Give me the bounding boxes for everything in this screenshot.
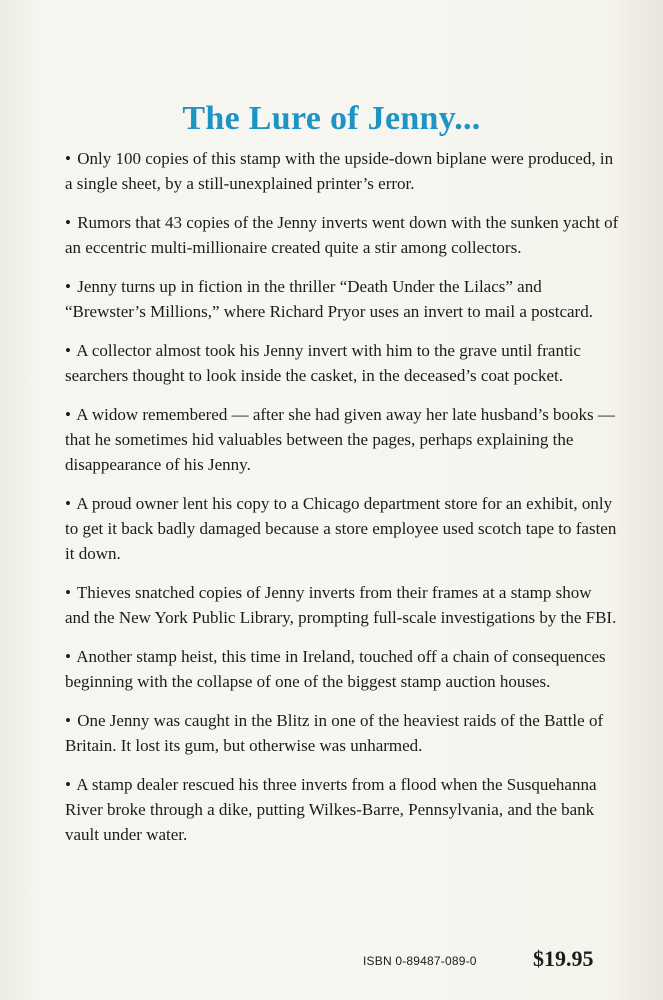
bullet-item <box>65 402 620 477</box>
bullet-item <box>65 338 620 388</box>
bullet-text: Another stamp heist, this time in Ireland, touched off a chain of consequences beginning with the collapse of one of the biggest stamp auction houses. <box>65 647 606 691</box>
bullet-text: Jenny turns up in fiction in the thriller “Death Under the Lilacs” and “Brewster’s Millions,” where Richard Pryor uses an invert to mail a postcard. <box>65 277 593 321</box>
bullet-list <box>65 146 620 861</box>
bullet-item <box>65 274 620 324</box>
bullet-item <box>65 146 620 196</box>
bullet-dot-icon: • <box>65 277 71 296</box>
cover-title: The Lure of Jenny... <box>182 100 481 137</box>
bullet-dot-icon: • <box>65 494 71 513</box>
bullet-dot-icon: • <box>65 341 71 360</box>
bullet-dot-icon: • <box>65 647 71 666</box>
bullet-item <box>65 772 620 847</box>
bullet-item <box>65 644 620 694</box>
bullet-dot-icon: • <box>65 711 71 730</box>
bullet-text: Only 100 copies of this stamp with the upside-down biplane were produced, in a single sheet, by a still-unexplained printer’s error. <box>65 149 614 193</box>
bullet-dot-icon: • <box>65 775 71 794</box>
bullet-dot-icon: • <box>65 213 71 232</box>
bullet-item <box>65 210 620 260</box>
bullet-text: Thieves snatched copies of Jenny inverts from their frames at a stamp show and the New York Public Library, prompting full-scale investigations by the FBI. <box>65 583 617 627</box>
isbn-label: ISBN 0-89487-089-0 <box>363 954 477 968</box>
bullet-text: A widow remembered — after she had given away her late husband’s books — that he sometimes hid valuables between the pages, perhaps explaining the disappearance of his Jenny. <box>65 405 615 474</box>
bullet-item <box>65 708 620 758</box>
bullet-text: Rumors that 43 copies of the Jenny inverts went down with the sunken yacht of an eccentric multi-millionaire created quite a stir among collectors. <box>65 213 619 257</box>
bullet-item <box>65 580 620 630</box>
bullet-text: A collector almost took his Jenny invert with him to the grave until frantic searchers thought to look inside the casket, in the deceased’s coat pocket. <box>65 341 581 385</box>
bullet-dot-icon: • <box>65 583 71 602</box>
bullet-text: One Jenny was caught in the Blitz in one of the heaviest raids of the Battle of Britain. It lost its gum, but otherwise was unharmed. <box>65 711 604 755</box>
price-label: $19.95 <box>533 946 594 971</box>
bullet-text: A stamp dealer rescued his three inverts from a flood when the Susquehanna River broke through a dike, putting Wilkes-Barre, Pennsylvania, and the bank vault under water. <box>65 775 597 844</box>
bullet-dot-icon: • <box>65 149 71 168</box>
bullet-item <box>65 491 620 566</box>
bullet-dot-icon: • <box>65 405 71 424</box>
bullet-text: A proud owner lent his copy to a Chicago department store for an exhibit, only to get it back badly damaged because a store employee used scotch tape to fasten it down. <box>65 494 617 563</box>
cover-footer <box>0 946 663 976</box>
